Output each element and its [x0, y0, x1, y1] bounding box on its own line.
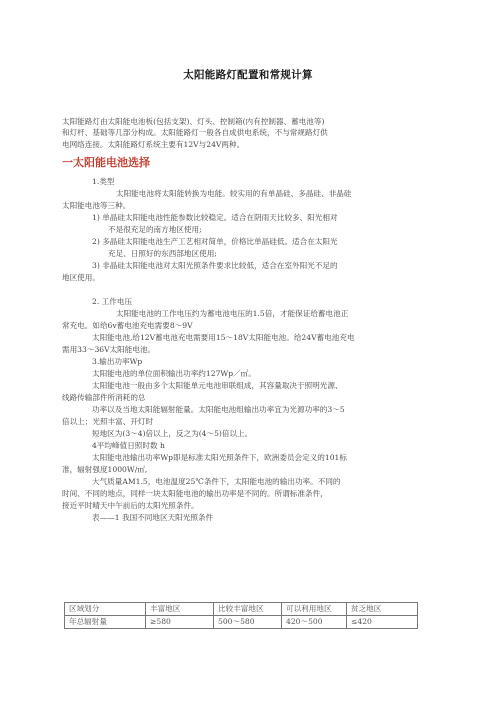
body-line: 太阳能电池等三种。	[62, 201, 131, 210]
table-cell: 500～580	[214, 616, 282, 629]
table-row	[65, 616, 418, 629]
body-line: 1) 单晶硅太阳能电池性能参数比较稳定。适合在阴雨天比较多、阳光相对	[92, 213, 338, 222]
body-line: 功率以及当地太阳能辐射能量。太阳能电池组输出功率宜为光源功率的3～5	[92, 405, 345, 414]
body-line: 线路传输部件所消耗的总	[62, 393, 146, 402]
body-line: 大气质量AM1.5，电池温度25℃条件下，太阳能电池的输出功率。不同的	[92, 477, 341, 486]
body-line: 不是很充足的南方地区使用;	[108, 225, 202, 234]
intro-line: 电网络连接。太阳能路灯系统主要有12V与24V两种。	[62, 140, 245, 149]
body-line: 太阳能电池一般由多个太阳能单元电池串联组成，其容量取决于照明光源、	[92, 381, 343, 390]
intro-line: 和灯杆、基础等几部分构成。太阳能路灯一般各自成供电系统，不与常规路灯供	[62, 128, 328, 137]
table-cell: ≥580	[146, 616, 214, 629]
body-line: 太阳能电池,给12V蓄电池充电需要用15～18V太阳能电池。给24V蓄电池充电	[92, 333, 355, 342]
table-row	[65, 603, 418, 616]
body-line: 2. 工作电压	[92, 297, 133, 306]
table-cell: ≤420	[347, 616, 418, 629]
document-title: 太阳能路灯配置和常规计算	[183, 69, 313, 81]
body-line: 1.类型	[92, 177, 115, 186]
intro-line: 太阳能路灯由太阳能电池板(包括支架)、灯头、控制箱(内有控制器、蓄电池等)	[62, 117, 325, 126]
body-line: 2) 多晶硅太阳能电池生产工艺相对简单，价格比单晶硅低。适合在太阳光	[92, 237, 338, 246]
body-line: 需用33～36V太阳能电池。	[62, 345, 156, 354]
sunlight-conditions-table	[64, 602, 418, 629]
table-cell: 丰富地区	[146, 603, 214, 616]
body-line: 太阳能电池的工作电压约为蓄电池电压的1.5倍，才能保证给蓄电池正	[116, 309, 349, 318]
body-line: 准，辐射强度1000W/㎡,	[62, 465, 148, 474]
section-heading: 一太阳能电池选择	[62, 156, 150, 169]
body-line: 3) 非晶硅太阳能电池对太阳光照条件要求比较低，适合在室外阳光不足的	[92, 261, 338, 270]
table-cell: 可以利用地区	[282, 603, 347, 616]
body-line: 4平均峰值日照时数 h	[92, 441, 165, 450]
table-caption: 表——1 我国不同地区天阳光照条件	[92, 513, 214, 522]
body-line: 地区使用。	[62, 273, 100, 282]
body-line: 常充电。如给6v蓄电池充电需要8～9V	[62, 321, 193, 330]
body-line: 短地区为(3～4)倍以上，反之为(4～5)倍以上。	[92, 429, 253, 438]
body-line: 太阳能电池的单位面积输出功率约127Wp／㎡。	[92, 369, 256, 378]
body-line: 倍以上；光照丰富、开灯时	[62, 417, 154, 426]
body-line: 接近平时晴天中午前后的太阳光照条件。	[62, 501, 199, 510]
body-line: 时间、不同的地点，同样一块太阳能电池的输出功率是不同的。所谓标准条件，	[62, 489, 328, 498]
body-line: 太阳能电池将太阳能转换为电能。较实用的有单晶硅、多晶硅、非晶硅	[116, 189, 352, 198]
table-cell: 区域划分	[65, 603, 146, 616]
body-line: 3.输出功率Wp	[92, 357, 143, 366]
table-cell: 年总辐射量	[65, 616, 146, 629]
table-cell: 贫乏地区	[347, 603, 418, 616]
body-line: 充足、日照好的东西部地区使用;	[108, 249, 217, 258]
table-cell: 420～500	[282, 616, 347, 629]
body-line: 太阳能电池输出功率Wp即是标准太阳光照条件下，欧洲委员会定义的101标	[92, 453, 347, 462]
table-cell: 比较丰富地区	[214, 603, 282, 616]
